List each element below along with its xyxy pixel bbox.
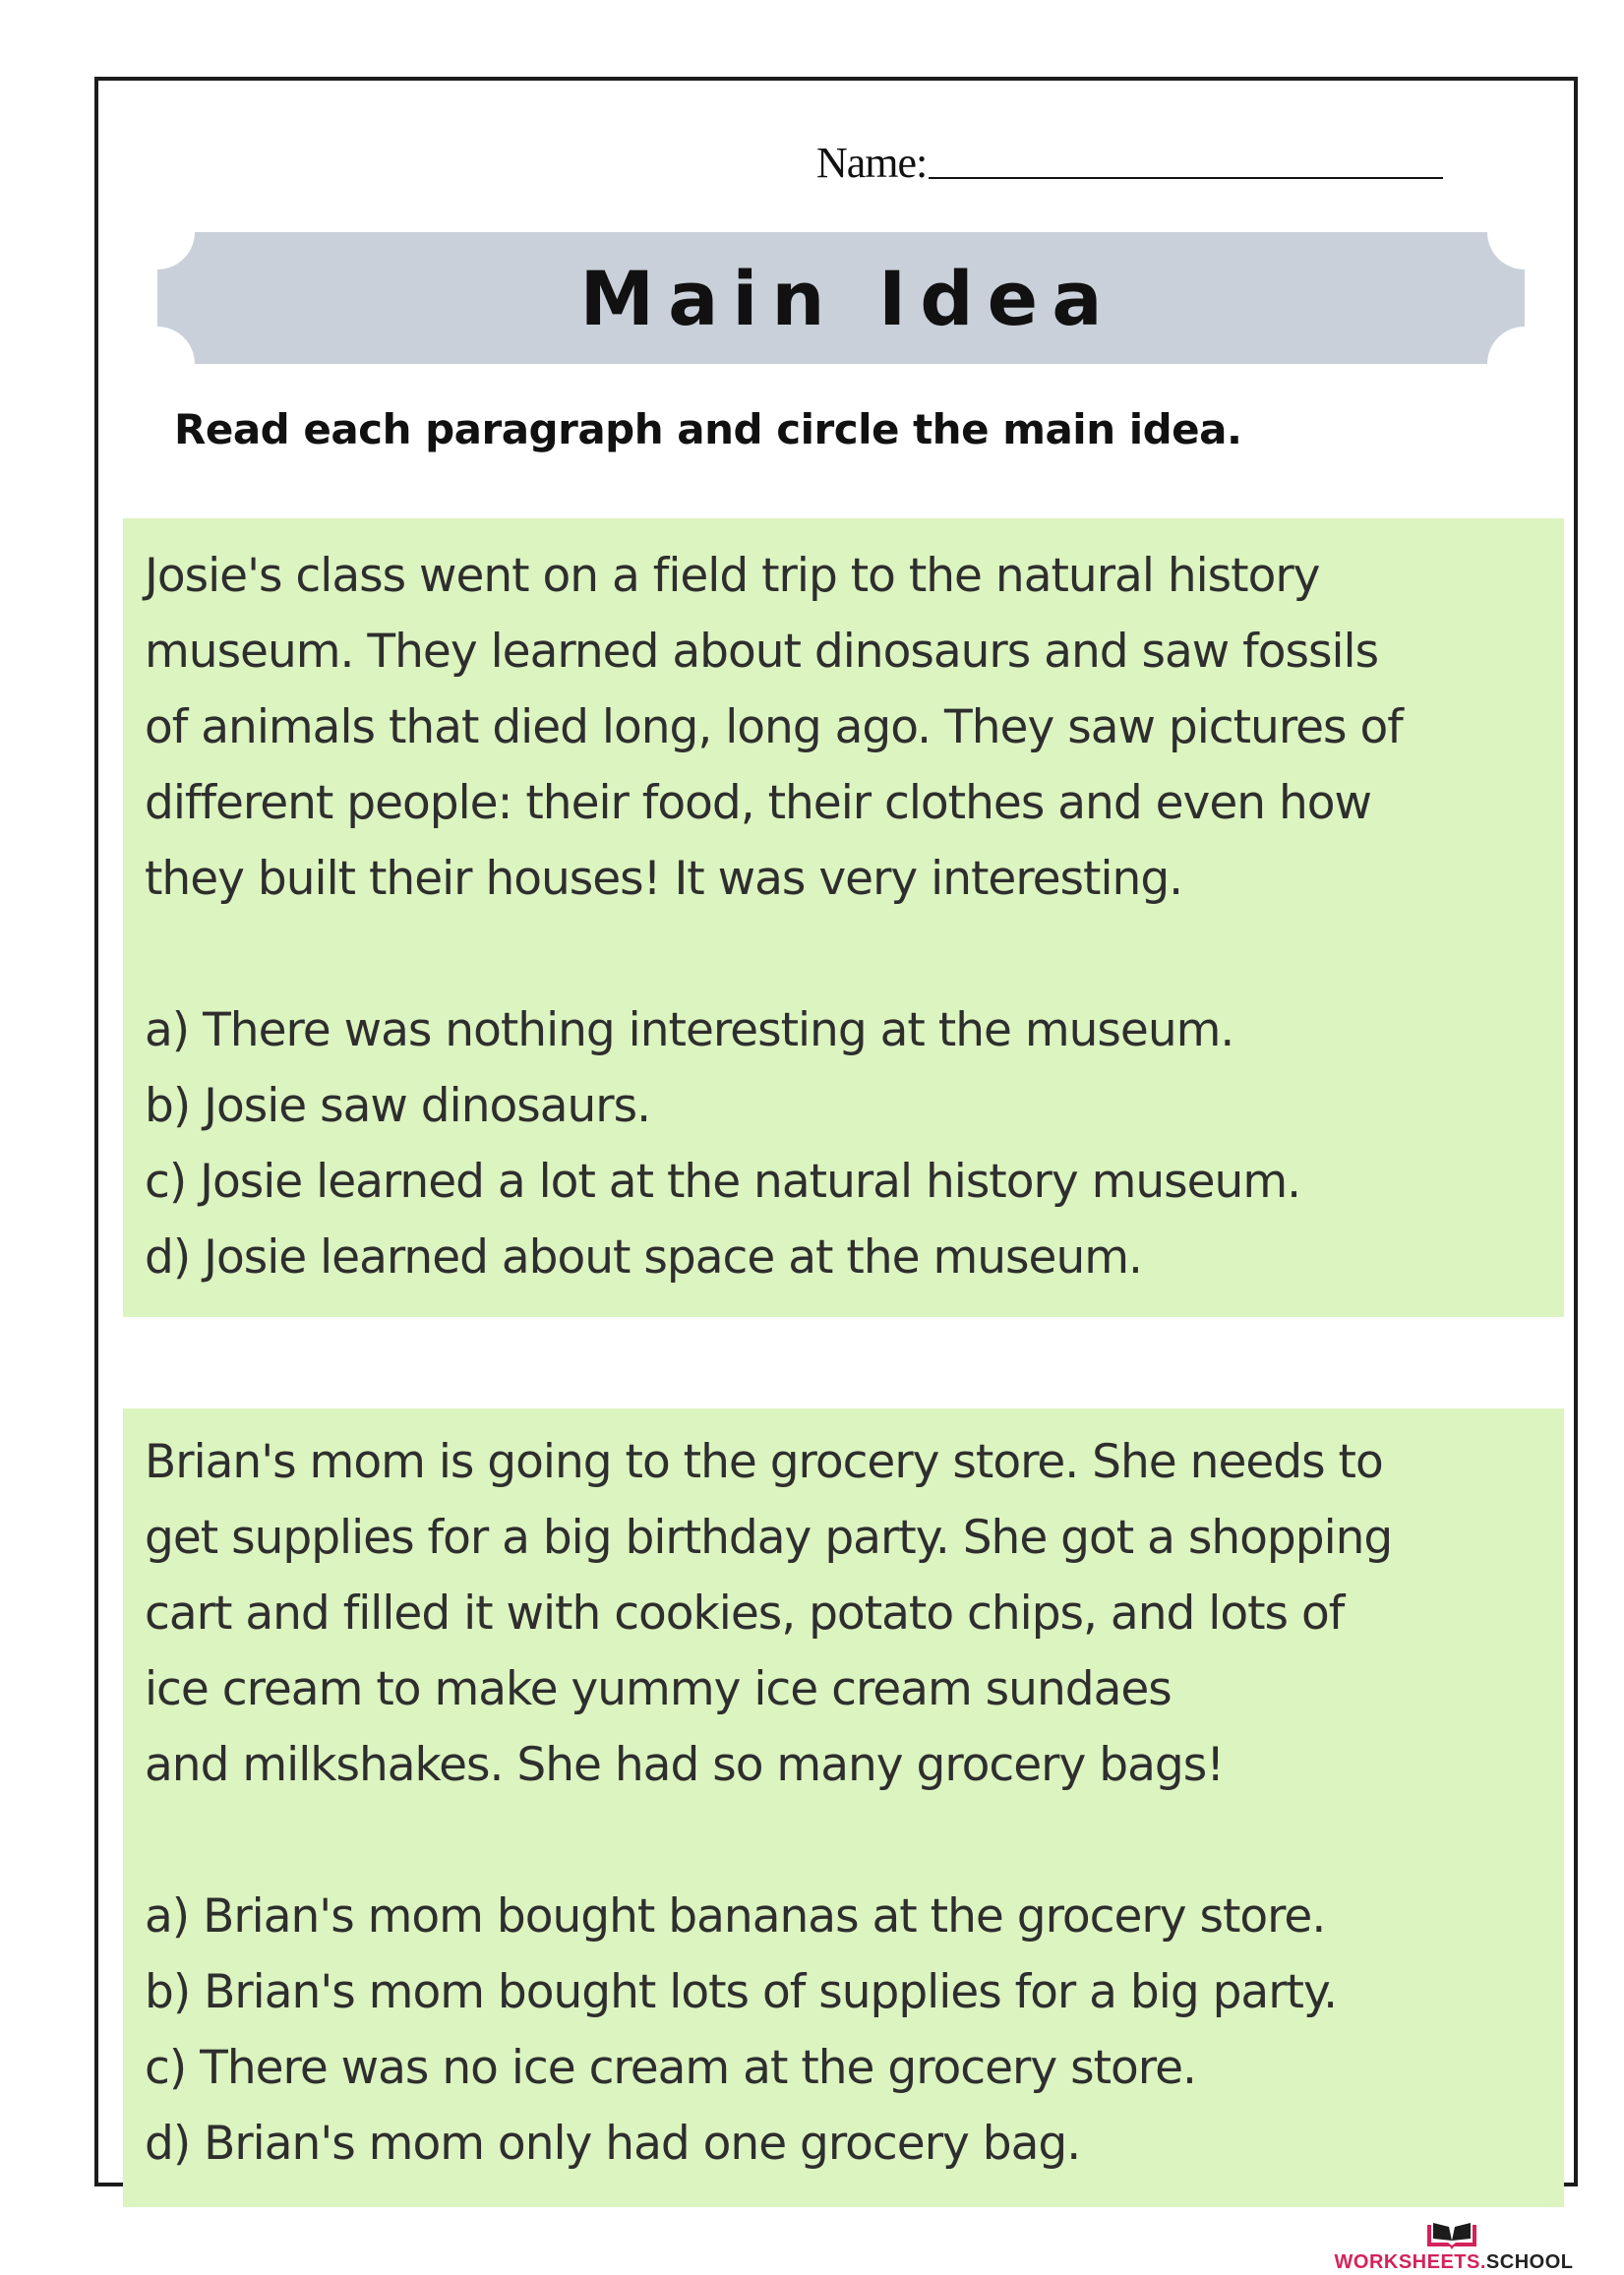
passage-line: of animals that died long, long ago. They saw pictures of — [145, 700, 1403, 754]
title-banner — [157, 232, 1525, 364]
answer-option-b: b) Brian's mom bought lots of supplies for a big party. — [145, 1965, 1338, 2019]
answer-option-c: c) Josie learned a lot at the natural history museum. — [145, 1155, 1301, 1209]
passage-line: and milkshakes. She had so many grocery bags! — [145, 1738, 1225, 1792]
passage-1-options — [145, 992, 1544, 1295]
passage-2-options — [145, 1879, 1544, 2182]
passage-line: different people: their food, their clothes and even how — [145, 776, 1371, 830]
logo-dot: . — [1479, 2251, 1486, 2273]
answer-option-d: d) Josie learned about space at the museum. — [145, 1230, 1142, 1285]
page-title: Main Idea — [579, 254, 1116, 342]
answer-option-c: c) There was no ice cream at the grocery store. — [145, 2041, 1196, 2095]
name-field — [816, 133, 1443, 188]
answer-option-a: a) Brian's mom bought bananas at the grocery store. — [145, 1889, 1326, 1944]
instruction-text: Read each paragraph and circle the main idea. — [174, 405, 1242, 453]
logo-wordmark — [1316, 2251, 1592, 2274]
passage-1-paragraph — [145, 538, 1544, 917]
logo-tld: SCHOOL — [1485, 2251, 1574, 2273]
name-blank-line — [929, 177, 1443, 179]
passage-2-paragraph — [145, 1424, 1544, 1803]
passage-line: get supplies for a big birthday party. She got a shopping — [145, 1511, 1393, 1565]
answer-option-d: d) Brian's mom only had one grocery bag. — [145, 2117, 1081, 2171]
passage-line: ice cream to make yummy ice cream sundaes — [145, 1662, 1172, 1716]
logo-brand: WORKSHEETS — [1334, 2251, 1480, 2273]
answer-option-b: b) Josie saw dinosaurs. — [145, 1079, 651, 1133]
site-logo — [1316, 2221, 1592, 2275]
name-label: Name: — [816, 139, 928, 187]
passage-panel-2 — [123, 1408, 1564, 2207]
answer-option-a: a) There was nothing interesting at the museum. — [145, 1003, 1234, 1057]
passage-line: they built their houses! It was very interesting. — [145, 852, 1183, 906]
passage-line: Brian's mom is going to the grocery store. She needs to — [145, 1435, 1383, 1489]
passage-line: museum. They learned about dinosaurs and saw fossils — [145, 625, 1379, 679]
open-book-icon — [1424, 2221, 1479, 2250]
passage-panel-1 — [123, 518, 1564, 1317]
passage-line: cart and filled it with cookies, potato chips, and lots of — [145, 1587, 1345, 1641]
passage-line: Josie's class went on a field trip to the natural history — [145, 549, 1320, 603]
